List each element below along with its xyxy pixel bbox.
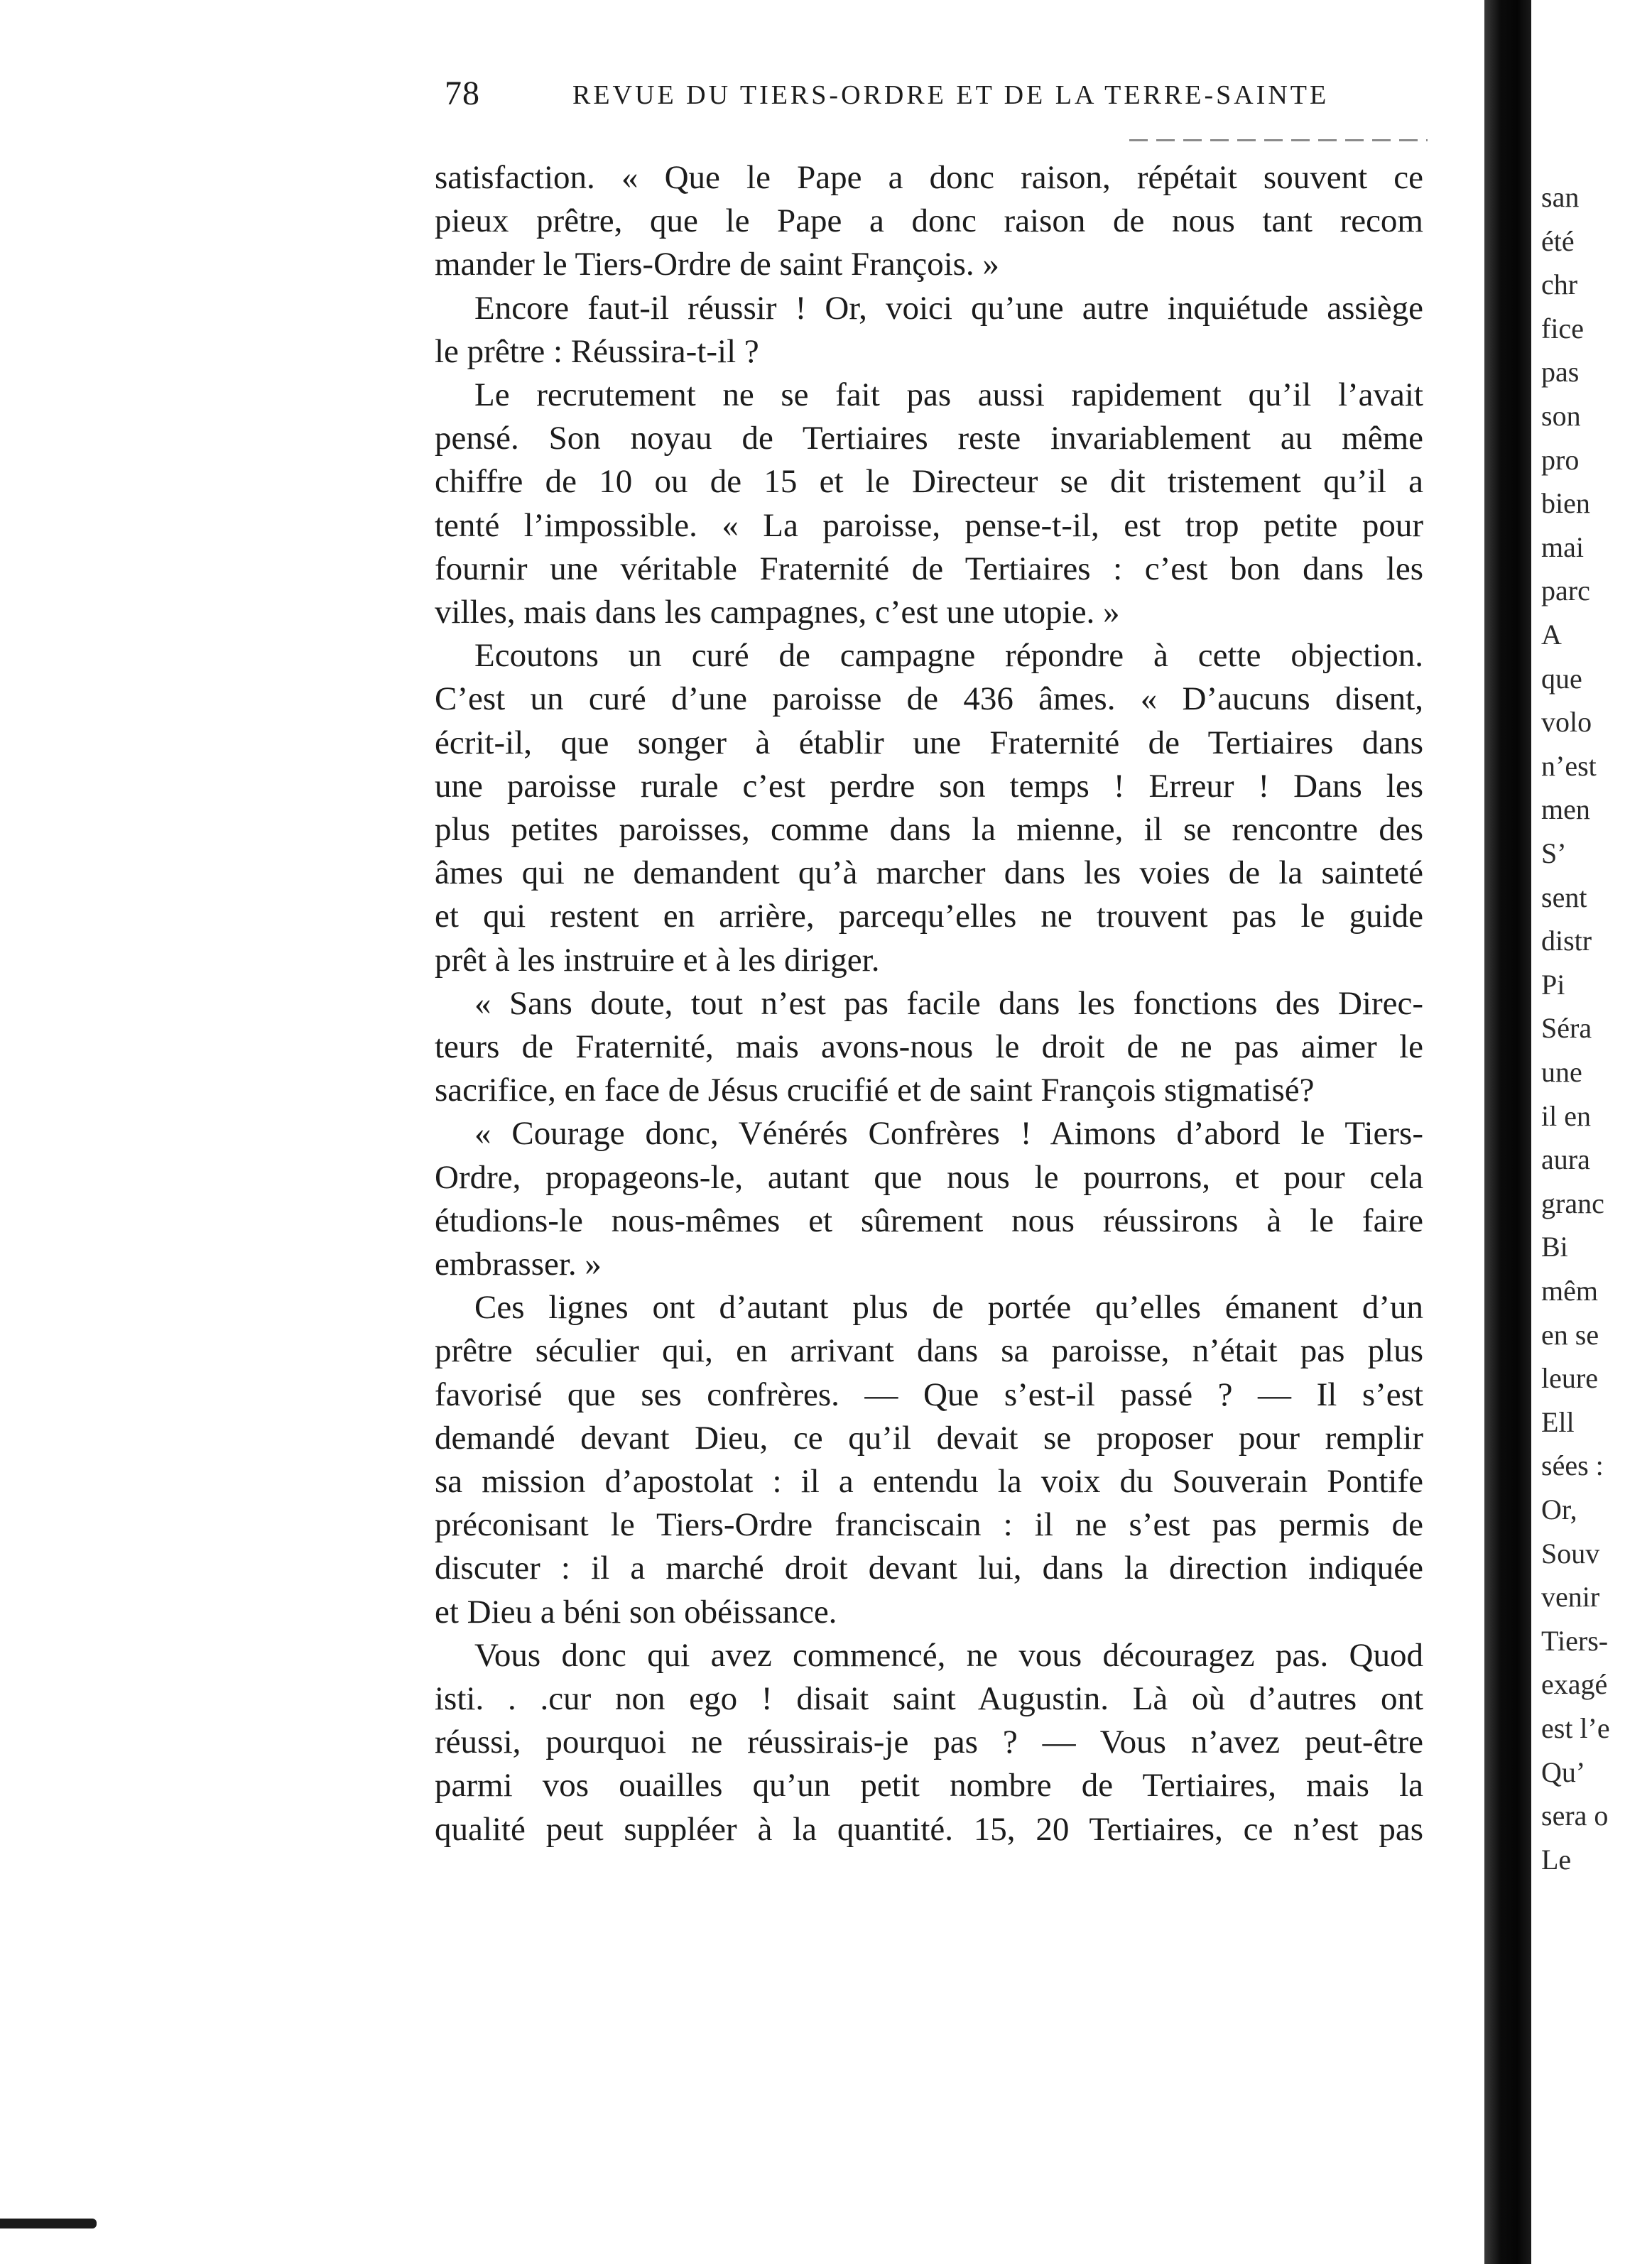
next-page-fragment: A: [1541, 619, 1562, 651]
next-page-fragment: en se: [1541, 1318, 1599, 1351]
next-page-fragment: sées :: [1541, 1449, 1604, 1482]
body-line: une paroisse rurale c’est perdre son temps ! Erreur ! Dans les: [435, 767, 1423, 805]
binding-shadow: [1484, 0, 1531, 2264]
body-line: « Courage donc, Vénérés Confrères ! Aimons d’abord le Tiers-: [474, 1115, 1423, 1153]
body-line: parmi vos ouailles qu’un petit nombre de Tertiaires, mais la: [435, 1767, 1423, 1805]
body-line: et Dieu a béni son obéissance.: [435, 1593, 837, 1631]
next-page-fragment: bien: [1541, 487, 1590, 520]
next-page-fragment: aura: [1541, 1143, 1590, 1176]
next-page-fragment: pro: [1541, 443, 1580, 476]
body-line: demandé devant Dieu, ce qu’il devait se proposer pour remplir: [435, 1419, 1423, 1457]
body-line: le prêtre : Réussira-t-il ?: [435, 332, 759, 370]
body-line: sa mission d’apostolat : il a entendu la voix du Souverain Pontife: [435, 1463, 1423, 1500]
next-page-fragment: S’: [1541, 837, 1567, 869]
body-line: discuter : il a marché droit devant lui, dans la direction indiquée: [435, 1550, 1423, 1587]
next-page-fragment: granc: [1541, 1187, 1604, 1219]
header-rule: [1129, 139, 1428, 141]
next-page-fragment: fice: [1541, 312, 1584, 344]
body-line: favorisé que ses confrères. — Que s’est-il passé ? — Il s’est: [435, 1376, 1423, 1413]
next-page-fragment: exagé: [1541, 1668, 1608, 1701]
next-page-fragment: parc: [1541, 575, 1590, 607]
body-line: C’est un curé d’une paroisse de 436 âmes. « D’aucuns disent,: [435, 680, 1423, 718]
next-page-fragment: chr: [1541, 268, 1578, 301]
body-line: Ecoutons un curé de campagne répondre à cette objection.: [474, 637, 1423, 675]
next-page-fragment: une: [1541, 1056, 1582, 1088]
body-line: Vous donc qui avez commencé, ne vous découragez pas. Quod: [474, 1636, 1423, 1674]
body-line: Le recrutement ne se fait pas aussi rapidement qu’il l’avait: [474, 376, 1423, 413]
next-page-fragment: Bi: [1541, 1231, 1568, 1263]
body-line: chiffre de 10 ou de 15 et le Directeur se dit tristement qu’il a: [435, 463, 1423, 501]
body-line: mander le Tiers-Ordre de saint François. »: [435, 246, 999, 283]
next-page-fragment: volo: [1541, 706, 1592, 739]
scan-mark: [0, 2219, 97, 2228]
next-page-fragment: sent: [1541, 881, 1587, 913]
next-page-fragment: distr: [1541, 925, 1592, 957]
body-line: prêtre séculier qui, en arrivant dans sa paroisse, n’était pas plus: [435, 1332, 1423, 1370]
body-line: Encore faut-il réussir ! Or, voici qu’une autre inquiétude assiège: [474, 289, 1423, 327]
next-page-fragment: Pi: [1541, 968, 1565, 1001]
next-page-fragment: san: [1541, 181, 1580, 213]
next-page-fragment: sera o: [1541, 1800, 1609, 1832]
next-page-fragment: il en: [1541, 1099, 1591, 1132]
next-page-fragment: Or,: [1541, 1493, 1577, 1525]
next-page-fragment: est l’e: [1541, 1712, 1610, 1744]
next-page-fragment: venir: [1541, 1581, 1600, 1613]
body-line: « Sans doute, tout n’est pas facile dans les fonctions des Direc-: [474, 984, 1423, 1022]
body-line: villes, mais dans les campagnes, c’est une utopie. »: [435, 594, 1120, 631]
body-line: teurs de Fraternité, mais avons-nous le droit de ne pas aimer le: [435, 1028, 1423, 1065]
body-line: étudions-le nous-mêmes et sûrement nous réussirons à le faire: [435, 1202, 1423, 1239]
next-page-fragment: leure: [1541, 1362, 1598, 1395]
next-page-fragment: mêm: [1541, 1275, 1598, 1307]
body-line: sacrifice, en face de Jésus crucifié et de saint François stigmatisé?: [435, 1072, 1315, 1109]
body-line: pensé. Son noyau de Tertiaires reste invariablement au même: [435, 420, 1423, 457]
body-line: écrit-il, que songer à établir une Fraternité de Tertiaires dans: [435, 724, 1423, 761]
body-line: satisfaction. « Que le Pape a donc raison, répétait souvent ce: [435, 159, 1423, 196]
next-page-fragment: men: [1541, 793, 1590, 826]
body-line: fournir une véritable Fraternité de Tertiaires : c’est bon dans les: [435, 550, 1423, 587]
body-line: et qui restent en arrière, parcequ’elles ne trouvent pas le guide: [435, 898, 1423, 935]
body-line: isti. . .cur non ego ! disait saint Augustin. Là où d’autres ont: [435, 1680, 1423, 1717]
next-page-fragment: Séra: [1541, 1012, 1592, 1045]
next-page-fragment: son: [1541, 400, 1581, 432]
body-line: prêt à les instruire et à les diriger.: [435, 941, 880, 979]
body-line: plus petites paroisses, comme dans la mienne, il se rencontre des: [435, 811, 1423, 848]
next-page-fragment: Qu’: [1541, 1756, 1586, 1788]
body-line: pieux prêtre, que le Pape a donc raison de nous tant recom: [435, 202, 1423, 240]
body-line: Ordre, propageons-le, autant que nous le pourrons, et pour cela: [435, 1158, 1423, 1196]
next-page-fragment: pas: [1541, 356, 1580, 388]
body-line: embrasser. »: [435, 1246, 602, 1283]
next-page-fragment: Ell: [1541, 1405, 1575, 1438]
next-page-fragment: que: [1541, 662, 1582, 695]
body-line: Ces lignes ont d’autant plus de portée qu’elles émanent d’un: [474, 1289, 1423, 1327]
next-page-fragment: Le: [1541, 1843, 1572, 1876]
body-line: réussi, pourquoi ne réussirais-je pas ? — Vous n’avez peut-être: [435, 1724, 1423, 1761]
next-page-fragment: Tiers-: [1541, 1624, 1609, 1657]
body-line: âmes qui ne demandent qu’à marcher dans les voies de la sainteté: [435, 854, 1423, 892]
body-line: préconisant le Tiers-Ordre franciscain : il ne s’est pas permis de: [435, 1506, 1423, 1544]
page-number: 78: [445, 75, 480, 112]
next-page-fragment: mai: [1541, 530, 1584, 563]
next-page-fragment: Souv: [1541, 1537, 1600, 1569]
next-page-fragment: été: [1541, 224, 1575, 257]
next-page-fragment: n’est: [1541, 749, 1597, 782]
running-title: REVUE DU TIERS-ORDRE ET DE LA TERRE-SAINTE: [572, 80, 1330, 110]
body-line: qualité peut suppléer à la quantité. 15, 20 Tertiaires, ce n’est pas: [435, 1810, 1423, 1848]
body-line: tenté l’impossible. « La paroisse, pense-t-il, est trop petite pour: [435, 506, 1423, 544]
